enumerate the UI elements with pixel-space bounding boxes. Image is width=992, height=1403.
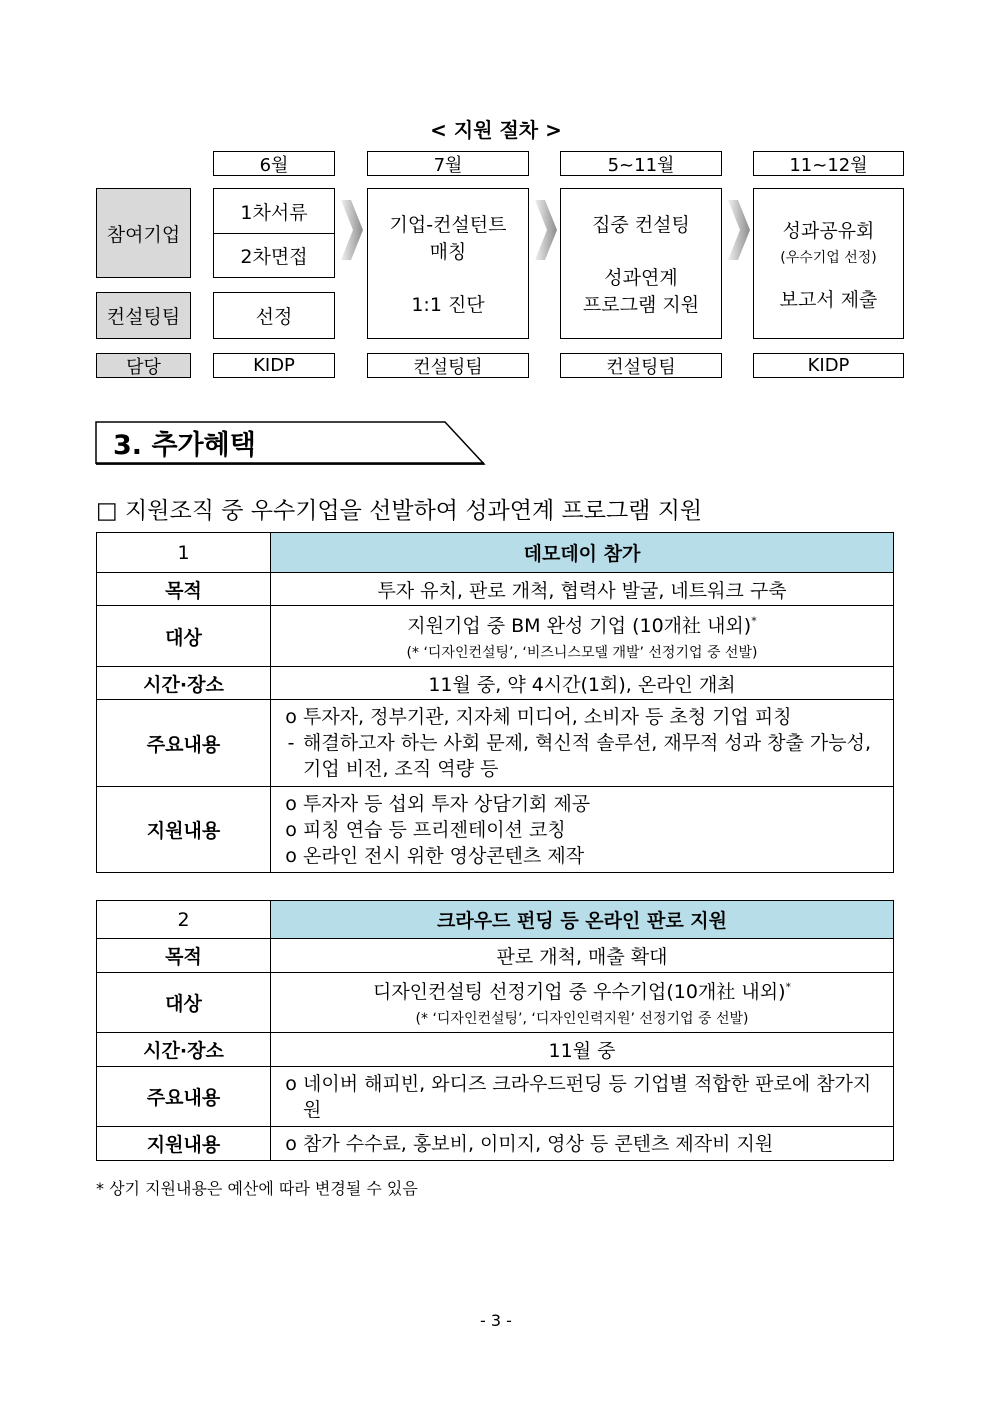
arrow-right-icon [341, 200, 363, 260]
owner-cell: 컨설팅팀 [560, 353, 722, 378]
bullet-mark: o [285, 1072, 297, 1095]
target-sup: * [785, 980, 792, 994]
target-sup: * [751, 614, 757, 628]
step-text: 집중 컨설팅 [592, 214, 690, 236]
row-label: 주요내용 [97, 1067, 271, 1127]
list-item [279, 817, 885, 843]
step-text: (우수기업 선정) [780, 249, 877, 266]
month-header: 7월 [367, 151, 529, 176]
bullet-text: 해결하고자 하는 사회 문제, 혁신적 솔루션, 재무적 성과 창출 가능성, 기업 비전, 조직 역량 등 [303, 732, 872, 780]
bullet-text: 투자자, 정부기관, 지자체 미디어, 소비자 등 초청 기업 피칭 [303, 706, 792, 728]
table-heading: 크라우드 펀딩 등 온라인 판로 지원 [271, 901, 894, 939]
table-number: 2 [97, 901, 271, 939]
list-item [279, 730, 885, 782]
row-label: 지원내용 [97, 1127, 271, 1161]
page-number: - 3 - [480, 1311, 512, 1330]
step-text: 매칭 [429, 241, 467, 263]
owner-cell: KIDP [213, 353, 335, 378]
row-label: 시간·장소 [97, 667, 271, 700]
section-subtitle: □ 지원조직 중 우수기업을 선발하여 성과연계 프로그램 지원 [96, 498, 703, 524]
bullet-text: 네이버 해피빈, 와디즈 크라우드펀딩 등 기업별 적합한 판로에 참가지원 [303, 1072, 872, 1121]
table-heading: 데모데이 참가 [271, 533, 894, 573]
bullet-mark: o [285, 706, 297, 728]
target-note: (* ‘디자인컨설팅’, ‘비즈니스모델 개발’ 선정기업 중 선발) [406, 644, 758, 661]
purpose-value: 투자 유치, 판로 개척, 협력사 발굴, 네트워크 구축 [271, 573, 894, 606]
step-text: 성과공유회 [782, 219, 875, 242]
step-text: 보고서 제출 [779, 288, 878, 311]
table-number: 1 [97, 533, 271, 573]
section-title: 3. 추가혜택 [113, 430, 256, 461]
bullet-text: 온라인 전시 위한 영상콘텐츠 제작 [303, 844, 585, 867]
bullet-mark: o [285, 1132, 297, 1155]
month-header: 6월 [213, 151, 335, 176]
step-interview: 2차면접 [213, 233, 335, 278]
row-label: 목적 [97, 573, 271, 606]
bullet-mark: o [285, 792, 297, 815]
step-sharing [753, 188, 904, 339]
bullet-mark: o [285, 818, 297, 841]
support-cell [271, 1127, 894, 1161]
target-value: 디자인컨설팅 선정기업 중 우수기업(10개社 내외) [372, 981, 786, 1003]
target-cell [271, 606, 894, 667]
step-text: 프로그램 지원 [582, 294, 700, 316]
content-cell [271, 700, 894, 787]
step-text: 성과연계 [604, 267, 678, 289]
step-text: 기업-컨설턴트 [389, 214, 507, 236]
month-header: 5~11월 [560, 151, 722, 176]
bullet-text: 참가 수수료, 홍보비, 이미지, 영상 등 콘텐츠 제작비 지원 [303, 1132, 774, 1155]
target-cell [271, 973, 894, 1033]
procedure-title: < 지원 절차 > [430, 118, 562, 142]
step-selection: 선정 [213, 292, 335, 339]
list-item [279, 843, 885, 869]
row-label: 대상 [97, 606, 271, 667]
target-note: (* ‘디자인컨설팅’, ‘디자인인력지원’ 선정기업 중 선발) [415, 1011, 749, 1027]
step-document-review: 1차서류 [213, 188, 335, 234]
benefit-table-2 [96, 900, 894, 1161]
purpose-value: 판로 개척, 매출 확대 [271, 939, 894, 973]
bullet-text: 피칭 연습 등 프리젠테이션 코칭 [303, 818, 566, 841]
arrow-right-icon [535, 200, 557, 260]
step-text: 1:1 진단 [411, 294, 485, 316]
footnote: * 상기 지원내용은 예산에 따라 변경될 수 있음 [96, 1179, 418, 1198]
list-item [279, 1131, 885, 1157]
content-cell [271, 1067, 894, 1127]
row-label-team: 컨설팅팀 [96, 292, 191, 339]
support-cell [271, 787, 894, 873]
list-item [279, 704, 885, 730]
step-matching [367, 188, 529, 339]
target-value: 지원기업 중 BM 완성 기업 (10개社 내외) [407, 614, 752, 637]
owner-cell: KIDP [753, 353, 904, 378]
bullet-text: 투자자 등 섭외 투자 상담기회 제공 [303, 792, 591, 815]
row-label: 주요내용 [97, 700, 271, 787]
owner-cell: 컨설팅팀 [367, 353, 529, 378]
list-item [279, 1071, 885, 1123]
row-label: 지원내용 [97, 787, 271, 873]
list-item [279, 791, 885, 817]
time-value: 11월 중 [271, 1033, 894, 1067]
row-label: 목적 [97, 939, 271, 973]
step-consulting [560, 188, 722, 339]
benefit-table-1 [96, 532, 894, 873]
arrow-right-icon [728, 200, 750, 260]
bullet-mark: - [287, 732, 295, 754]
month-header: 11~12월 [753, 151, 904, 176]
row-label-participant: 참여기업 [96, 188, 191, 278]
row-label: 대상 [97, 973, 271, 1033]
time-value: 11월 중, 약 4시간(1회), 온라인 개최 [271, 667, 894, 700]
row-label-owner: 담당 [96, 353, 191, 378]
bullet-mark: o [285, 844, 297, 867]
row-label: 시간·장소 [97, 1033, 271, 1067]
